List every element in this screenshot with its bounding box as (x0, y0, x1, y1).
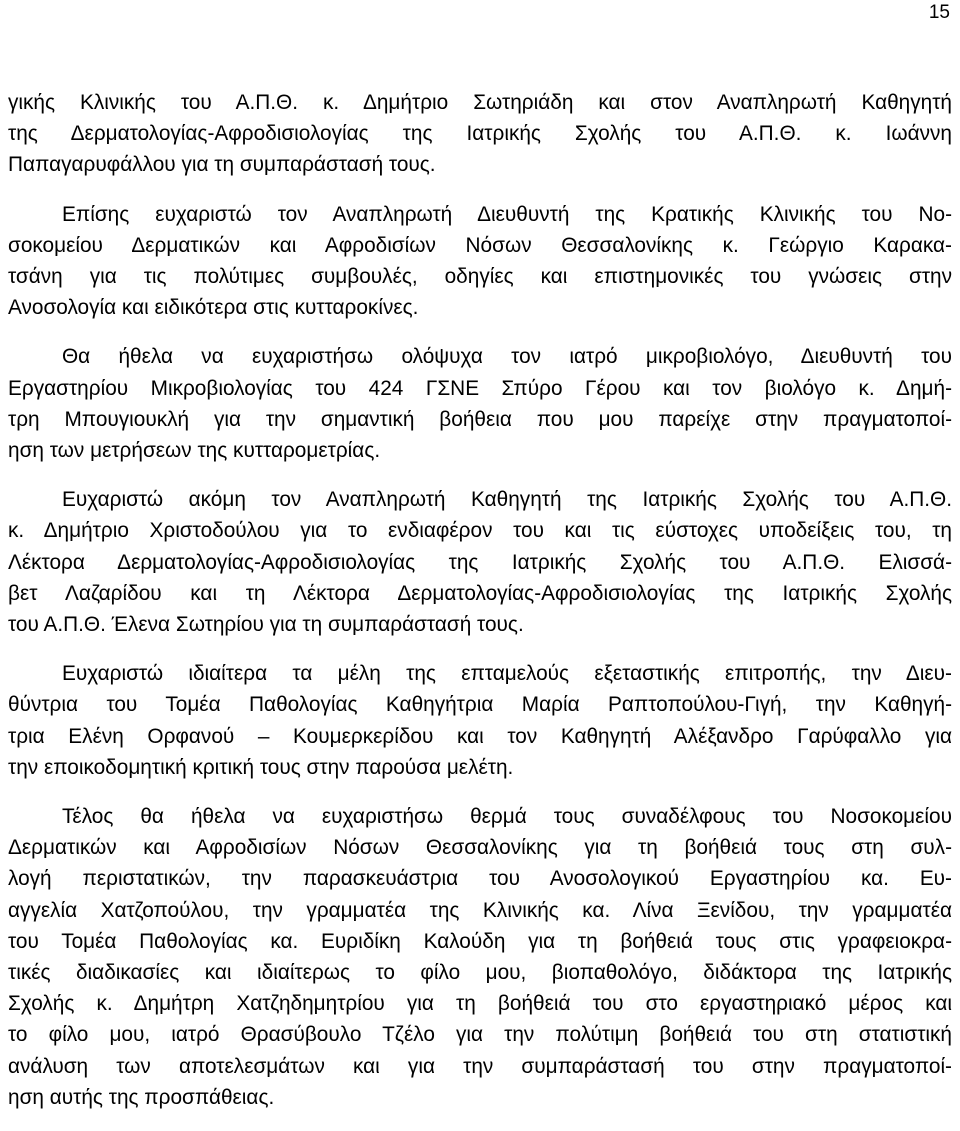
text-line: Τέλος θα ήθελα να ευχαριστήσω θερμά τους συναδέλφους του Νοσοκομείου (62, 805, 952, 829)
text-line: Ανοσολογία και ειδικότερα στις κυτταροκίνες. (8, 296, 419, 320)
text-line: ηση αυτής της προσπάθειας. (8, 1085, 275, 1109)
text-line: Λέκτορα Δερματολογίας-Αφροδισιολογίας της Ιατρικής Σχολής του Α.Π.Θ. Ελισσά- (8, 550, 952, 574)
text-line: της Δερματολογίας-Αφροδισιολογίας της Ιατρικής Σχολής του Α.Π.Θ. κ. Ιωάννη (8, 122, 952, 146)
page-body (8, 87, 952, 1131)
text-line: Θα ήθελα να ευχαριστήσω ολόψυχα τον ιατρό μικροβιολόγο, Διευθυντή του (62, 345, 952, 369)
text-line: λογή περιστατικών, την παρασκευάστρια του Ανοσολογικού Εργαστηρίου κα. Ευ- (8, 867, 952, 891)
text-line: το φίλο μου, ιατρό Θρασύβουλο Τζέλο για την πολύτιμη βοήθειά του στη στατιστική (8, 1023, 952, 1047)
text-line: Ευχαριστώ ιδιαίτερα τα μέλη της επταμελούς εξεταστικής επιτροπής, την Διευ- (62, 662, 952, 686)
paragraph-2 (8, 199, 952, 324)
paragraph-4 (8, 484, 952, 640)
text-line: Παπαγαρυφάλλου για τη συμπαράστασή τους. (8, 153, 436, 177)
text-line: του Τομέα Παθολογίας κα. Ευριδίκη Καλούδη για τη βοήθειά τους στις γραφειοκρα- (8, 929, 952, 953)
text-line: τρια Ελένη Ορφανού – Κουμερκερίδου και τον Καθηγητή Αλέξανδρο Γαρύφαλλο για (8, 724, 952, 748)
text-line: Σχολής κ. Δημήτρη Χατζηδημητρίου για τη βοήθειά του στο εργαστηριακό μέρος και (8, 992, 952, 1016)
paragraph-3 (8, 341, 952, 466)
text-line: τρη Μπουγιουκλή για την σημαντική βοήθεια που μου παρείχε στην πραγματοποί- (8, 407, 952, 431)
text-line: σοκομείου Δερματικών και Αφροδισίων Νόσων Θεσσαλονίκης κ. Γεώργιο Καρακα- (8, 233, 952, 257)
text-line: ανάλυση των αποτελεσμάτων και για την συμπαράστασή του στην πραγματοποί- (8, 1054, 952, 1078)
text-line: γικής Κλινικής του Α.Π.Θ. κ. Δημήτριο Σωτηριάδη και στον Αναπληρωτή Καθηγητή (8, 91, 952, 114)
text-line: του Α.Π.Θ. Έλενα Σωτηρίου για τη συμπαράστασή τους. (8, 613, 524, 637)
text-line: κ. Δημήτριο Χριστοδούλου για το ενδιαφέρον του και τις εύστοχες υποδείξεις του, τη (8, 519, 952, 543)
text-line: Ευχαριστώ ακόμη τον Αναπληρωτή Καθηγητή της Ιατρικής Σχολής του Α.Π.Θ. (62, 488, 952, 512)
text-line: θύντρια του Τομέα Παθολογίας Καθηγήτρια Μαρία Ραπτοπούλου-Γιγή, την Καθηγή- (8, 693, 952, 717)
text-line: Δερματικών και Αφροδισίων Νόσων Θεσσαλονίκης για τη βοήθειά τους στη συλ- (8, 836, 952, 860)
text-line: την εποικοδομητική κριτική τους στην παρούσα μελέτη. (8, 755, 514, 779)
text-line: Επίσης ευχαριστώ τον Αναπληρωτή Διευθυντή της Κρατικής Κλινικής του Νο- (62, 202, 952, 226)
text-line: αγγελία Χατζοπούλου, την γραμματέα της Κλινικής κα. Λίνα Ξενίδου, την γραμματέα (8, 898, 952, 922)
text-line: Εργαστηρίου Μικροβιολογίας του 424 ΓΣΝΕ Σπύρο Γέρου και τον βιολόγο κ. Δημή- (8, 376, 952, 400)
text-line: ηση των μετρήσεων της κυτταρομετρίας. (8, 439, 381, 463)
paragraph-1 (8, 87, 952, 181)
text-line: τσάνη για τις πολύτιμες συμβουλές, οδηγίες και επιστημονικές του γνώσεις στην (8, 265, 952, 289)
text-line: βετ Λαζαρίδου και τη Λέκτορα Δερματολογίας-Αφροδισιολογίας της Ιατρικής Σχολής (8, 581, 952, 605)
paragraph-5 (8, 658, 952, 783)
paragraph-6 (8, 801, 952, 1113)
text-line: τικές διαδικασίες και ιδιαίτερως το φίλο μου, βιοπαθολόγο, διδάκτορα της Ιατρικής (8, 961, 952, 985)
page-number: 15 (928, 2, 950, 23)
